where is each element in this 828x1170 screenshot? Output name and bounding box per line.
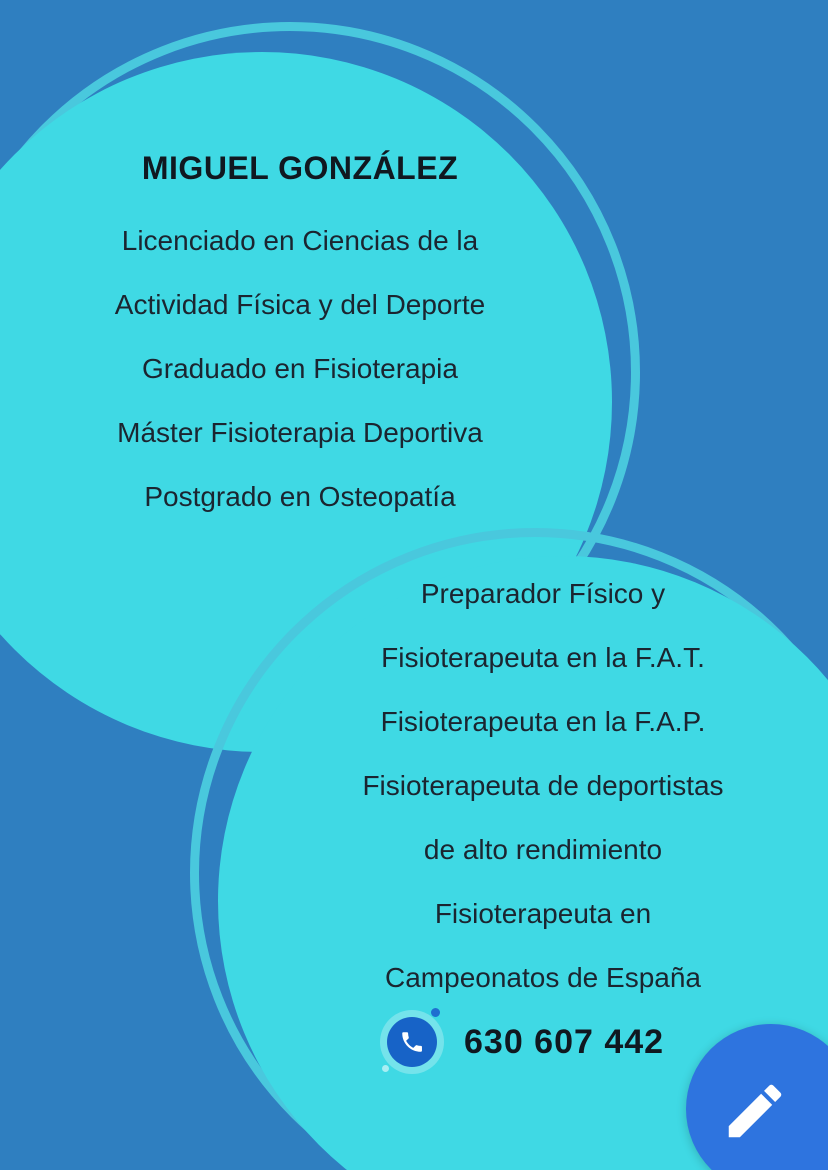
person-name: MIGUEL GONZÁLEZ [141,150,459,186]
phone-icon-dot [431,1008,440,1017]
phone-number[interactable]: 630 607 442 [464,1022,665,1061]
phone-icon[interactable] [380,1010,444,1074]
bottom-text-block [258,562,828,1010]
experience-line: Fisioterapeuta en [434,898,652,929]
experience-line: Fisioterapeuta en la F.A.T. [381,642,705,673]
credential-line: Graduado en Fisioterapia [142,353,458,384]
phone-icon-circle [387,1017,437,1067]
top-text-block [20,150,580,529]
experience-line: Fisioterapeuta en la F.A.P. [380,706,706,737]
credential-line: Máster Fisioterapia Deportiva [117,417,483,448]
phone-icon-dot [382,1065,389,1072]
experience-line: de alto rendimiento [423,834,663,865]
credential-line: Actividad Física y del Deporte [114,289,486,320]
credential-line: Postgrado en Osteopatía [144,481,456,512]
credential-line: Licenciado en Ciencias de la [121,225,479,256]
contact-row[interactable] [380,1010,664,1074]
compose-pencil-icon [720,1076,790,1146]
experience-line: Preparador Físico y [420,578,666,609]
experience-line: Fisioterapeuta de deportistas [362,770,724,801]
experience-line: Campeonatos de España [385,962,701,993]
